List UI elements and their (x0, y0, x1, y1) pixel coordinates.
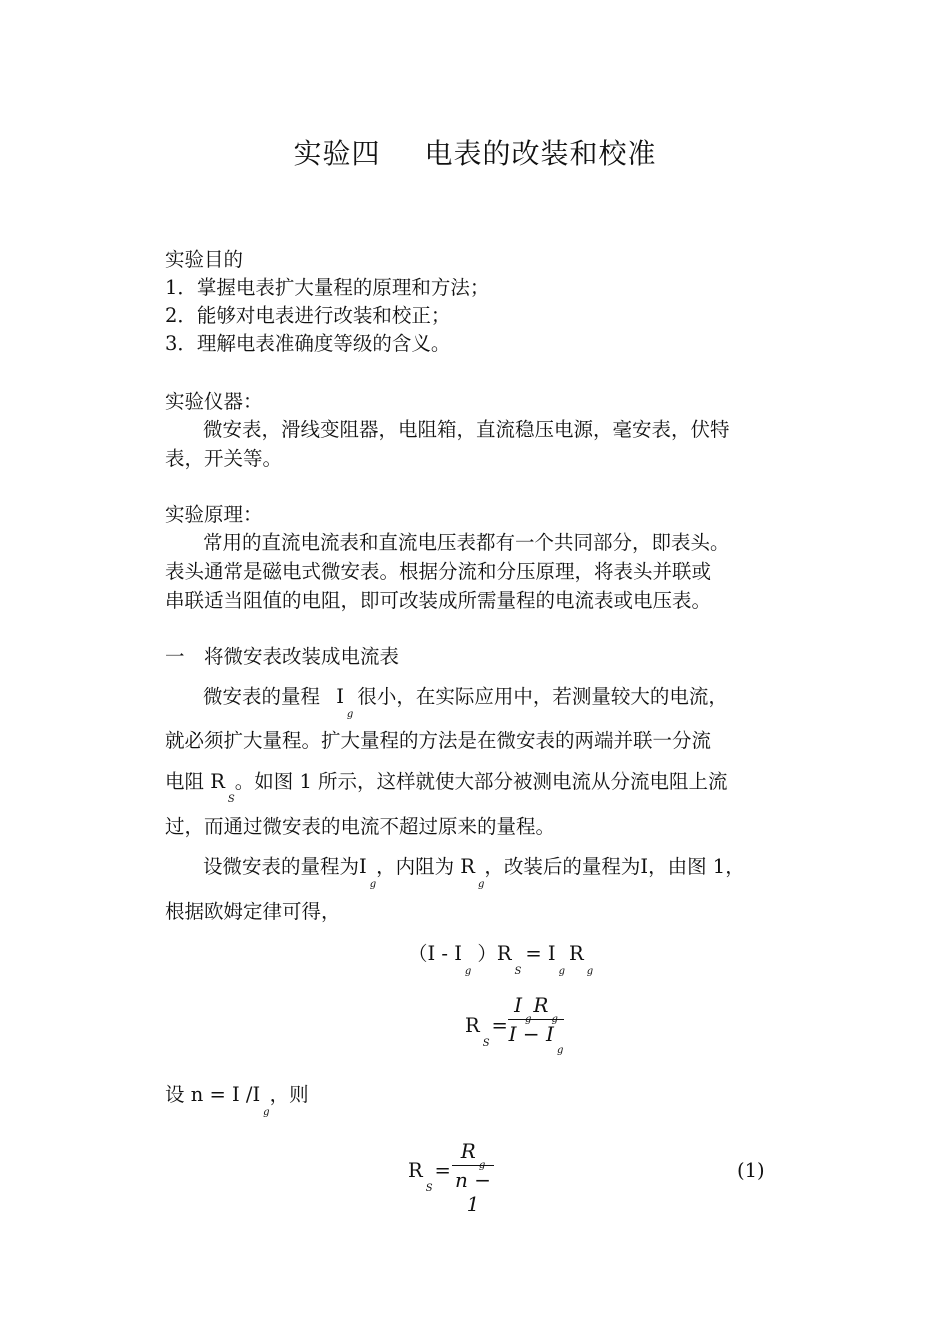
paragraph-1-line-4: 过，而通过微安表的电流不超过原来的量程。 (165, 815, 556, 838)
instruments-heading: 实验仪器： (165, 390, 263, 413)
principle-line-3: 串联适当阻值的电阻，即可改装成所需量程的电流表或电压表。 (165, 589, 712, 612)
instruments-line-1: 微安表，滑线变阻器，电阻箱，直流稳压电源，毫安表，伏特 (203, 418, 730, 441)
equation-1: $(I - I_g)R_S= I_gR_g$ (408, 942, 594, 977)
purpose-item-2: 2．能够对电表进行改装和校正； (165, 304, 451, 327)
equation-3-denominator: n − 1 (455, 1168, 491, 1216)
equation-2-denominator: $I - I_g$ (508, 1022, 564, 1056)
principle-heading: 实验原理： (165, 503, 263, 526)
equation-3-lhs: $R_S=$ (408, 1159, 451, 1194)
purpose-item-3: 3．理解电表准确度等级的含义。 (165, 332, 451, 355)
equation-3-fraction (452, 1139, 494, 1216)
equation-2-fraction (508, 993, 564, 1056)
page-title: 实验四 电表的改装和校准 (293, 137, 657, 170)
equation-2-lhs: $R_S=$ (465, 1014, 508, 1049)
let-n-line: 设 n = I $/I_g$，则 (165, 1083, 309, 1118)
principle-line-2: 表头通常是磁电式微安表。根据分流和分压原理，将表头并联或 (165, 560, 712, 583)
paragraph-2-line-1: 设微安表的量程为$I_g$，内阻为 $R_g$，改装后的量程为I，由图 1， (203, 855, 745, 890)
purpose-heading: 实验目的 (165, 248, 244, 271)
instruments-line-2: 表，开关等。 (165, 447, 283, 470)
paragraph-1-line-3: 电阻 $R_S$。如图 1 所示，这样就使大部分被测电流从分流电阻上流 (165, 770, 728, 805)
purpose-item-1: 1．掌握电表扩大量程的原理和方法； (165, 276, 490, 299)
equation-3-label: (1) (737, 1159, 765, 1182)
paragraph-2-line-2: 根据欧姆定律可得， (165, 900, 341, 923)
paragraph-1-line-1: 微安表的量程 $I_g$很小，在实际应用中，若测量较大的电流， (203, 685, 728, 720)
equation-3-fraction-bar (452, 1165, 494, 1166)
paragraph-1-line-2: 就必须扩大量程。扩大量程的方法是在微安表的两端并联一分流 (165, 729, 712, 752)
equation-3-numerator: $R_g$ (460, 1139, 486, 1171)
equation-2-numerator: $I_gR_g$ (514, 993, 558, 1025)
principle-line-1: 常用的直流电流表和直流电压表都有一个共同部分，即表头。 (203, 531, 730, 554)
section-heading: 一 将微安表改装成电流表 (165, 645, 400, 668)
